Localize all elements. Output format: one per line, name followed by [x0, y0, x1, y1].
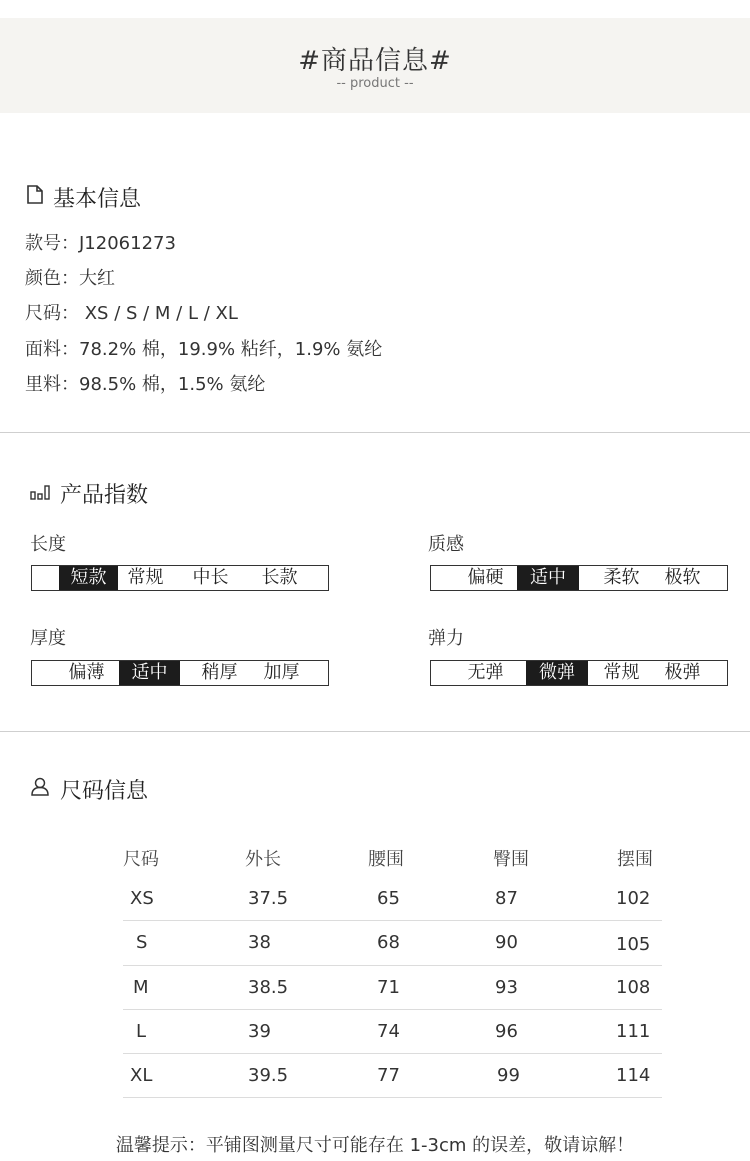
table-cell: 77 — [377, 1065, 400, 1086]
texture-scale — [430, 565, 728, 591]
thickness-option-thick: 加厚 — [263, 662, 300, 683]
bar-chart-icon — [30, 481, 50, 506]
thickness-option-medium: 适中 — [119, 661, 180, 685]
length-option-regular: 常规 — [127, 567, 164, 588]
product-header — [0, 18, 750, 113]
table-cell: S — [136, 932, 148, 953]
elasticity-option-none: 无弹 — [467, 662, 504, 683]
index-label-elasticity: 弹力 — [428, 628, 464, 649]
length-option-short: 短款 — [59, 566, 118, 590]
document-icon — [27, 185, 43, 210]
measurement-tip: 温馨提示：平铺图测量尺寸可能存在 1-3cm 的误差，敬请谅解！ — [115, 1135, 635, 1156]
header-title: #商品信息# — [298, 46, 452, 76]
index-label-texture: 质感 — [428, 534, 464, 555]
length-scale — [31, 565, 329, 591]
row-divider — [123, 1097, 662, 1098]
length-option-medium: 中长 — [192, 567, 229, 588]
texture-option-soft: 柔软 — [603, 567, 640, 588]
table-cell: 71 — [377, 977, 400, 998]
table-cell: 74 — [377, 1021, 400, 1042]
info-fabric: 面料：78.2% 棉，19.9% 粘纤，1.9% 氨纶 — [25, 339, 383, 360]
person-icon — [30, 777, 50, 802]
elasticity-scale — [430, 660, 728, 686]
index-label-thickness: 厚度 — [30, 628, 66, 649]
table-cell: 93 — [495, 977, 518, 998]
elasticity-option-regular: 常规 — [603, 662, 640, 683]
table-cell: 114 — [616, 1065, 651, 1086]
table-cell: XL — [130, 1065, 153, 1086]
thickness-scale — [31, 660, 329, 686]
table-cell: 38 — [248, 932, 271, 953]
size-col-header-hip: 臀围 — [493, 849, 529, 870]
size-info-heading — [30, 774, 148, 805]
row-divider — [123, 1053, 662, 1054]
size-col-header-size: 尺码 — [123, 849, 159, 870]
thickness-option-thin: 偏薄 — [68, 662, 105, 683]
size-col-header-length: 外长 — [245, 849, 281, 870]
row-divider — [123, 1009, 662, 1010]
product-index-title: 产品指数 — [60, 483, 149, 508]
info-color: 颜色：大红 — [25, 268, 115, 289]
table-cell: L — [136, 1021, 147, 1042]
table-cell: M — [133, 977, 149, 998]
index-label-length: 长度 — [30, 534, 66, 555]
table-cell: 39.5 — [248, 1065, 289, 1086]
row-divider — [123, 920, 662, 921]
texture-option-medium: 适中 — [517, 566, 579, 590]
size-col-header-waist: 腰围 — [368, 849, 404, 870]
table-cell: 90 — [495, 932, 518, 953]
row-divider — [123, 965, 662, 966]
table-cell: 111 — [616, 1021, 651, 1042]
table-cell: XS — [130, 888, 154, 909]
texture-option-very-soft: 极软 — [664, 567, 701, 588]
texture-option-hard: 偏硬 — [467, 567, 504, 588]
table-cell: 39 — [248, 1021, 271, 1042]
divider — [0, 432, 750, 433]
divider — [0, 731, 750, 732]
info-lining: 里料：98.5% 棉，1.5% 氨纶 — [25, 374, 266, 395]
table-cell: 105 — [616, 934, 651, 955]
basic-info-heading — [27, 182, 141, 213]
table-cell: 38.5 — [248, 977, 289, 998]
table-cell: 37.5 — [248, 888, 289, 909]
table-cell: 87 — [495, 888, 518, 909]
table-cell: 65 — [377, 888, 400, 909]
product-index-heading — [30, 478, 148, 509]
header-subtitle: -- product -- — [336, 76, 414, 91]
info-sizes: 尺码： XS / S / M / L / XL — [25, 303, 238, 324]
size-col-header-hem: 摆围 — [617, 849, 653, 870]
size-info-title: 尺码信息 — [60, 779, 149, 804]
thickness-option-thicker: 稍厚 — [201, 662, 238, 683]
basic-info-title: 基本信息 — [53, 187, 142, 212]
elasticity-option-high: 极弹 — [664, 662, 701, 683]
table-cell: 108 — [616, 977, 651, 998]
info-style-number: 款号：J12061273 — [25, 233, 176, 254]
table-cell: 96 — [495, 1021, 518, 1042]
length-option-long: 长款 — [261, 567, 298, 588]
table-cell: 99 — [497, 1065, 520, 1086]
table-cell: 102 — [616, 888, 651, 909]
table-cell: 68 — [377, 932, 400, 953]
elasticity-option-slight: 微弹 — [526, 661, 588, 685]
